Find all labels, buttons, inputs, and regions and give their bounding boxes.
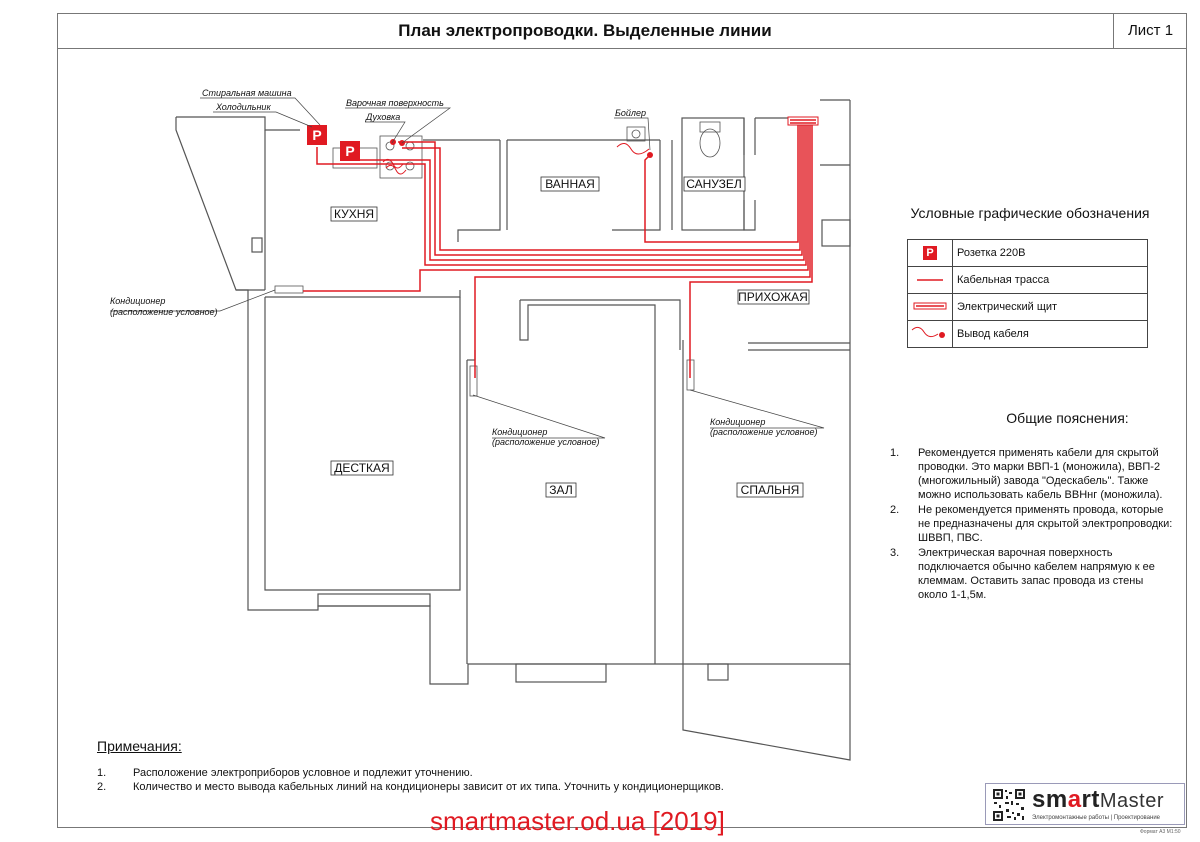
list-item [890,446,1175,502]
legend-label: Электрический щит [953,294,1148,321]
ac-kids-annotation: Кондиционер [110,296,166,306]
socket-label-fridge: P [312,127,322,143]
list-item [890,503,1175,545]
general-notes-title: Общие пояснения: [1006,410,1129,426]
ac-unit-hall [470,366,477,396]
ac-kids-annotation-note: (расположение условное) [110,307,218,317]
brand-accent: a [1067,786,1082,813]
sheet-number: Лист 1 [1113,13,1187,49]
boiler-fixture [627,127,645,141]
room-hall: ЗАЛ [549,483,573,497]
site-watermark: smartmaster.od.ua [2019] [430,806,725,836]
format-note: Формат А3 М1:50 [1140,829,1181,835]
remark-text: Количество и место вывода кабельных линий на кондиционеры зависит от их типа. Уточнить у кондиционерщиков. [133,781,724,793]
room-kids: ДЕСТКАЯ [334,461,390,475]
socket-icon [908,240,953,267]
fridge-annotation: Холодильник [216,102,271,112]
room-bedroom: СПАЛЬНЯ [740,483,800,497]
company-logo [985,783,1185,825]
legend-row [908,294,1148,321]
general-notes-list [890,446,1175,603]
legend-label: Кабельная трасса [953,267,1148,294]
brand-subtitle: Электромонтажные работы | Проектирование [1032,815,1161,821]
cable-route-icon [908,267,953,294]
note-number: 1. [890,447,900,459]
legend-socket-letter: P [923,246,937,260]
electrical-panel-icon [788,117,818,125]
ac-bedroom-annotation: Кондиционер [710,417,766,427]
ac-bedroom-annotation-note: (расположение условное) [710,427,818,437]
fixtures [275,122,720,396]
socket-label-washer: P [345,143,355,159]
legend-row [908,240,1148,267]
list-item [890,546,1175,602]
washer-annotation: Стиральная машина [202,88,292,98]
legend-table [907,239,1148,348]
note-number: 3. [890,547,900,559]
room-kitchen: КУХНЯ [333,207,375,221]
remark-number: 1. [97,767,107,779]
cable-routes [303,125,812,378]
qr-code-icon [992,788,1026,822]
electrical-panel-icon [908,294,953,321]
ac-unit-kids [275,286,303,293]
note-number: 2. [890,504,900,516]
brand-part: rt [1081,786,1100,813]
brand-part: sm [1032,786,1068,813]
boiler-annotation: Бойлер [615,108,646,118]
room-toilet: САНУЗЕЛ [686,177,742,191]
socket-icon [307,125,327,145]
hob-annotation: Варочная поверхность [346,98,444,108]
list-item [97,780,724,794]
note-text: Не рекомендуется применять провода, которые не предназначены для скрытой электропроводки: ШВВП, ПВС. [918,504,1173,544]
note-text: Рекомендуется применять кабели для скрытой проводки. Это марки ВВП-1 (моножила), ВВП-2 (многожильный) завода "Одескабель". Также можно использовать кабель ВВНнг (моножила). [918,447,1163,501]
socket-icon [340,141,360,161]
legend-row [908,267,1148,294]
remarks-list [97,766,724,794]
ac-hall-annotation: Кондиционер [492,427,548,437]
brand-name [1032,786,1164,814]
remark-text: Расположение электроприборов условное и подлежит уточнению. [133,767,473,779]
cable-outlet-icon [908,321,953,348]
room-bathroom: ВАННАЯ [545,177,595,191]
legend-label: Вывод кабеля [953,321,1148,348]
toilet-fixture [700,122,720,132]
list-item [97,766,724,780]
remark-number: 2. [97,781,107,793]
drawing-title: План электропроводки. Выделенные линии [398,21,772,40]
legend-label: Розетка 220В [953,240,1148,267]
brand-tail: Master [1099,790,1165,812]
remarks-title: Примечания: [97,738,182,754]
ac-hall-annotation-note: (расположение условное) [492,437,600,447]
oven-annotation: Духовка [366,112,401,122]
note-text: Электрическая варочная поверхность подключается обычно кабелем напрямую к ее клеммам. Оставить запас провода из стены около 1-1,5м. [918,547,1155,601]
legend-row [908,321,1148,348]
legend-title: Условные графические обозначения [910,205,1150,221]
room-hallway: ПРИХОЖАЯ [738,290,808,304]
